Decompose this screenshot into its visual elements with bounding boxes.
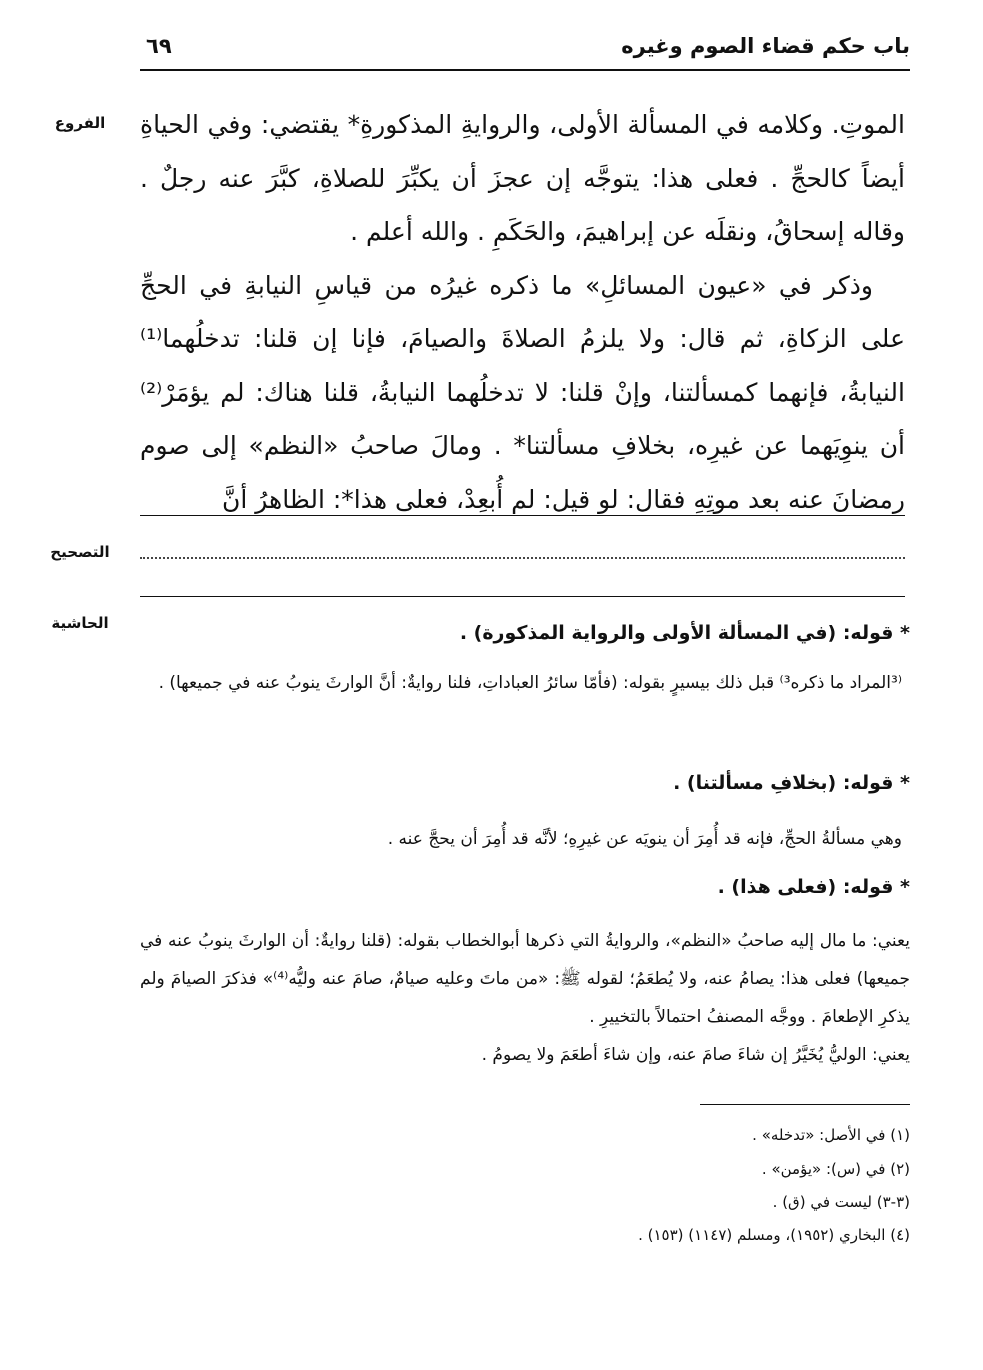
header-rule — [140, 69, 910, 71]
chapter-title: باب حكم قضاء الصوم وغيره — [621, 34, 910, 58]
tashih-top-rule — [140, 515, 905, 516]
margin-label-tashih: التصحيح — [50, 543, 110, 561]
footnote-rule — [700, 1104, 910, 1105]
tashih-dotted-line — [140, 557, 905, 559]
page-number: ٦٩ — [146, 34, 172, 58]
gloss-heading: * قوله: (في المسألة الأولى والرواية المذكورة) . — [459, 622, 910, 644]
margin-label-hashiya: الحاشية — [51, 614, 109, 632]
footnote: (٢) في (س): «يؤمن» . — [761, 1160, 910, 1178]
running-head — [140, 30, 910, 66]
gloss-heading: * قوله: (فعلى هذا) . — [717, 876, 910, 898]
footnote: (٤) البخاري (١٩٥٢)، ومسلم (١١٤٧) (١٥٣) . — [638, 1226, 910, 1244]
gloss-text: يعني: ما مال إليه صاحبُ «النظم»، والروايةُ التي ذكرها أبوالخطاب بقوله: (قلنا روايةٌ: أن الوارثَ ينوبُ عنه في جميعها) فعلى هذا: يصامُ عنه، ولا يُطعَمُ؛ لقوله ﷺ: «من ماتَ وعليه صيامٌ، صامَ عنه وليُّه⁽⁴⁾» فذكرَ الصيامَ ولم يذكرِ الإطعامَ . ووجَّه المصنفُ احتمالاً بالتخييرِ . يعني: الوليُّ يُخَيَّرُ إن شاءَ صامَ عنه، وإن شاءَ أطعَمَ ولا يصومُ . — [140, 931, 910, 1065]
main-text — [140, 98, 905, 526]
footnote: (١) في الأصل: «تدخله» . — [752, 1126, 910, 1144]
tashih-bottom-rule — [140, 596, 905, 597]
margin-label-furu: الفروع — [54, 114, 106, 132]
main-paragraph: وذكر في «عيون المسائلِ» ما ذكره غيرُه من قياسِ النيابةِ في الحجِّ على الزكاةِ، ثم قال: ولا يلزمُ الصلاةَ والصيامَ، فإنا إن قلنا: تدخلُهما⁽¹⁾ النيابةُ، فإنهما كمسألتنا، وإنْ قلنا: لا تدخلُهما النيابةُ، قلنا هناك: لم يؤمَرْ⁽²⁾ أن ينوِيَهما عن غيرِه، بخلافِ مسألتنا* . ومالَ صاحبُ «النظم» إلى صوم رمضانَ عنه بعد موتِهِ فقال: لو قيل: لم أُبعِدْ، فعلى هذا*: الظاهرُ أنَّ — [140, 270, 905, 514]
gloss-heading: * قوله: (بخلافِ مسألتنا) . — [673, 772, 910, 794]
gloss-text: ⁽³المراد ما ذكره³⁾ قبل ذلك بيسيرٍ بقوله: (فأمّا سائرُ العباداتِ، فلنا روايةٌ: أنَّ الوارثَ ينوبُ عنه في جميعها) . — [158, 673, 902, 693]
footnote: (٣-٣) ليست في (ق) . — [772, 1193, 910, 1211]
main-paragraph: الموتِ. وكلامه في المسألة الأولى، والروايةِ المذكورةِ* يقتضي: وفي الحياةِ أيضاً كالحجِّ . فعلى هذا: يتوجَّه إن عجزَ أن يكبِّرَ للصلاةِ، كبَّرَ عنه رجلٌ . وقاله إسحاقُ، ونقلَه عن إبراهيمَ، والحَكَمِ . والله أعلم . — [140, 110, 905, 246]
gloss-text: وهي مسألةُ الحجِّ، فإنه قد أُمِرَ أن ينويَه عن غيرِهِ؛ لأنَّه قد أُمِرَ أن يحجَّ عنه . — [387, 829, 902, 849]
